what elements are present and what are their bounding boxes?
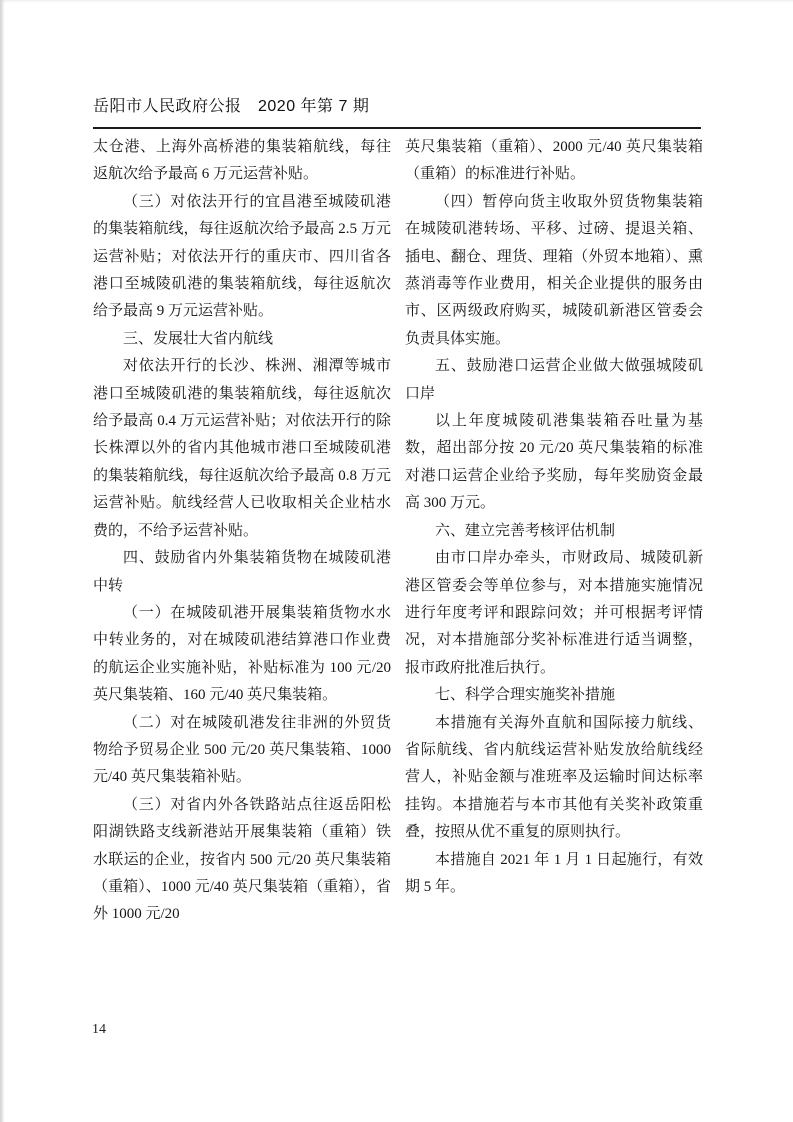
section-heading: 三、发展壮大省内航线 bbox=[123, 330, 274, 347]
paragraph: （一）在城陵矶港开展集装箱货物水水中转业务的，对在城陵矶港结算港口作业费的航运企业实施补贴，补贴标准为 100 元/20 英尺集装箱、160 元/40 英尺集装箱。 bbox=[93, 604, 391, 704]
section-heading: 七、科学合理实施奖补措施 bbox=[435, 687, 616, 704]
scan-edge-shadow bbox=[0, 0, 4, 1122]
bulletin-title: 岳阳市人民政府公报 2020 年第 7 期 bbox=[93, 98, 370, 115]
page-number: 14 bbox=[92, 1022, 106, 1037]
paragraph: （三）对依法开行的宜昌港至城陵矶港的集装箱航线，每往返航次给予最高 2.5 万元运营补贴；对依法开行的重庆市、四川省各港口至城陵矶港的集装箱航线，每往返航次给予最高 9 万元运营补贴。 bbox=[93, 193, 391, 320]
paragraph: 太仓港、上海外高桥港的集装箱航线，每往返航次给予最高 6 万元运营补贴。 bbox=[93, 139, 391, 183]
paragraph: （二）对在城陵矶港发往非洲的外贸货物给予贸易企业 500 元/20 英尺集装箱、1000 元/40 英尺集装箱补贴。 bbox=[93, 714, 391, 786]
paragraph: 对依法开行的长沙、株洲、湘潭等城市港口至城陵矶港的集装箱航线，每往返航次给予最高 0.4 万元运营补贴；对依法开行的除长株潭以外的省内其他城市港口至城陵矶港的集装箱航线，每往返航次给予最高 0.8 万元运营补贴。航线经营人已收取相关企业枯水费的，不给予运营补贴。 bbox=[93, 358, 391, 539]
left-column bbox=[93, 134, 391, 929]
page-header bbox=[93, 93, 369, 116]
paragraph: （四）暂停向货主收取外贸货物集装箱在城陵矶港转场、平移、过磅、提退关箱、插电、翻仓、理货、理箱（外贸本地箱）、熏蒸消毒等作业费用，相关企业提供的服务由市、区两级政府购买，城陵矶新港区管委会负责具体实施。 bbox=[405, 193, 703, 347]
paragraph: 英尺集装箱（重箱）、2000 元/40 英尺集装箱（重箱）的标准进行补贴。 bbox=[405, 139, 703, 183]
paragraph: 以上年度城陵矶港集装箱吞吐量为基数，超出部分按 20 元/20 英尺集装箱的标准对港口运营企业给予奖励，每年奖励资金最高 300 万元。 bbox=[405, 413, 703, 512]
header-rule bbox=[93, 127, 701, 129]
section-heading: 四、鼓励省内外集装箱货物在城陵矶港中转 bbox=[93, 550, 391, 594]
paragraph: 本措施有关海外直航和国际接力航线、省际航线、省内航线运营补贴发放给航线经营人，补贴金额与准班率及运输时间达标率挂钩。本措施若与本市其他有关奖补政策重叠，按照从优不重复的原则执行。 bbox=[405, 714, 703, 841]
paragraph: 本措施自 2021 年 1 月 1 日起施行，有效期 5 年。 bbox=[405, 851, 703, 895]
paragraph: 由市口岸办牵头，市财政局、城陵矶新港区管委会等单位参与，对本措施实施情况进行年度考评和跟踪问效；并可根据考评情况，对本措施部分奖补标准进行适当调整，报市政府批准后执行。 bbox=[405, 550, 703, 676]
section-heading: 六、建立完善考核评估机制 bbox=[435, 522, 616, 539]
paragraph: （三）对省内外各铁路站点往返岳阳松阳湖铁路支线新港站开展集装箱（重箱）铁水联运的企业，按省内 500 元/20 英尺集装箱（重箱）、1000 元/40 英尺集装箱（重箱），省外 1000 元/20 bbox=[93, 796, 391, 923]
section-heading: 五、鼓励港口运营企业做大做强城陵矶口岸 bbox=[405, 358, 703, 402]
right-column bbox=[405, 134, 703, 901]
